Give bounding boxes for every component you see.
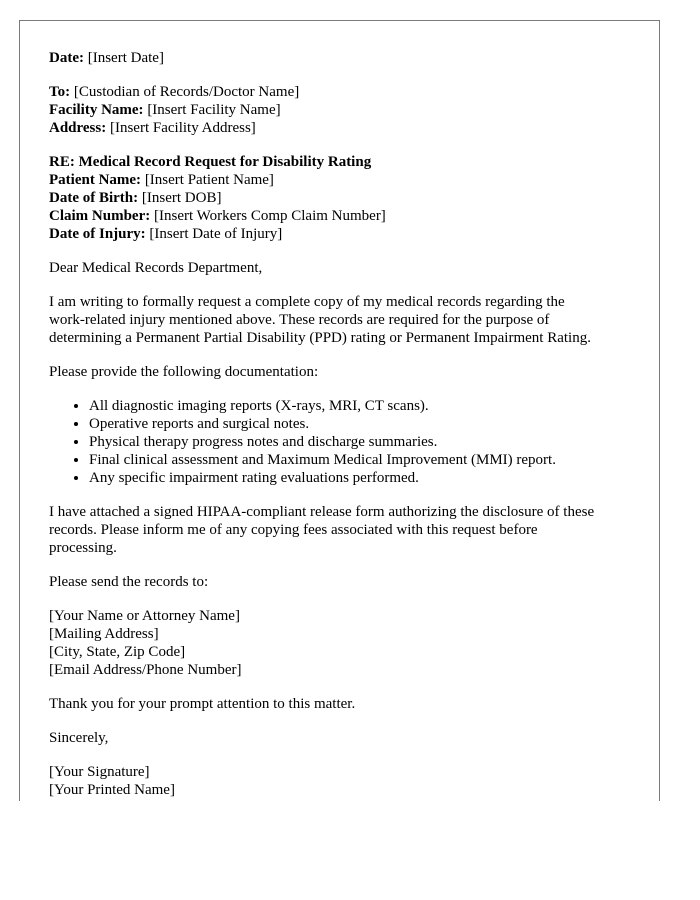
facility-value: [Insert Facility Name] (147, 102, 281, 118)
claim-line (49, 207, 649, 225)
list-item: • Operative reports and surgical notes. (89, 415, 649, 433)
to-line (49, 83, 649, 101)
paragraph-line: processing. (49, 540, 117, 556)
injury-value: [Insert Date of Injury] (149, 226, 283, 242)
address-label: Address: (49, 120, 107, 136)
address-value: [Insert Facility Address] (109, 120, 256, 136)
recipient-block (49, 83, 649, 137)
claim-value: [Insert Workers Comp Claim Number] (154, 208, 386, 224)
send-to-line: [Mailing Address] (49, 626, 159, 642)
facility-line (49, 101, 649, 119)
re-subject: RE: Medical Record Request for Disability Rating (49, 154, 372, 170)
send-to-line: [Email Address/Phone Number] (49, 662, 242, 678)
printed-name-line: [Your Printed Name] (49, 782, 175, 798)
dob-value: [Insert DOB] (141, 190, 222, 206)
injury-line (49, 225, 649, 243)
closing: Sincerely, (49, 730, 109, 746)
signature-block (49, 763, 649, 799)
date-block (49, 49, 649, 67)
send-to-line: [City, State, Zip Code] (49, 644, 186, 660)
send-to-line: [Your Name or Attorney Name] (49, 608, 240, 624)
list-item: • Physical therapy progress notes and discharge summaries. (89, 433, 649, 451)
date-label: Date: (49, 50, 84, 66)
signature-line: [Your Signature] (49, 764, 150, 780)
facility-label: Facility Name: (49, 102, 144, 118)
paragraph-line: records. Please inform me of any copying fees associated with this request before (49, 522, 538, 538)
send-to-block (49, 607, 649, 679)
salutation: Dear Medical Records Department, (49, 260, 263, 276)
list-item: • Any specific impairment rating evaluations performed. (89, 469, 649, 487)
to-value: [Custodian of Records/Doctor Name] (73, 84, 300, 100)
patient-line (49, 171, 649, 189)
list-intro: Please provide the following documentation: (49, 364, 319, 380)
paragraph-line: I have attached a signed HIPAA-compliant release form authorizing the disclosure of these (49, 504, 595, 520)
paragraph-line: determining a Permanent Partial Disability (PPD) rating or Permanent Impairment Rating. (49, 330, 591, 346)
letter-page (19, 20, 660, 801)
injury-label: Date of Injury: (49, 226, 146, 242)
date-line (49, 49, 649, 67)
list-item: • All diagnostic imaging reports (X-rays, MRI, CT scans). (89, 397, 649, 415)
patient-label: Patient Name: (49, 172, 142, 188)
claim-label: Claim Number: (49, 208, 151, 224)
patient-value: [Insert Patient Name] (144, 172, 274, 188)
request-paragraph (49, 293, 649, 347)
release-paragraph (49, 503, 649, 557)
address-line (49, 119, 649, 137)
dob-line (49, 189, 649, 207)
date-value: [Insert Date] (87, 50, 164, 66)
thanks-line: Thank you for your prompt attention to this matter. (49, 696, 356, 712)
dob-label: Date of Birth: (49, 190, 139, 206)
re-block (49, 153, 649, 243)
paragraph-line: I am writing to formally request a complete copy of my medical records regarding the (49, 294, 565, 310)
letter-content (49, 49, 649, 815)
to-label: To: (49, 84, 71, 100)
documentation-list (49, 397, 649, 487)
list-item: • Final clinical assessment and Maximum Medical Improvement (MMI) report. (89, 451, 649, 469)
send-intro: Please send the records to: (49, 574, 209, 590)
paragraph-line: work-related injury mentioned above. These records are required for the purpose of (49, 312, 550, 328)
